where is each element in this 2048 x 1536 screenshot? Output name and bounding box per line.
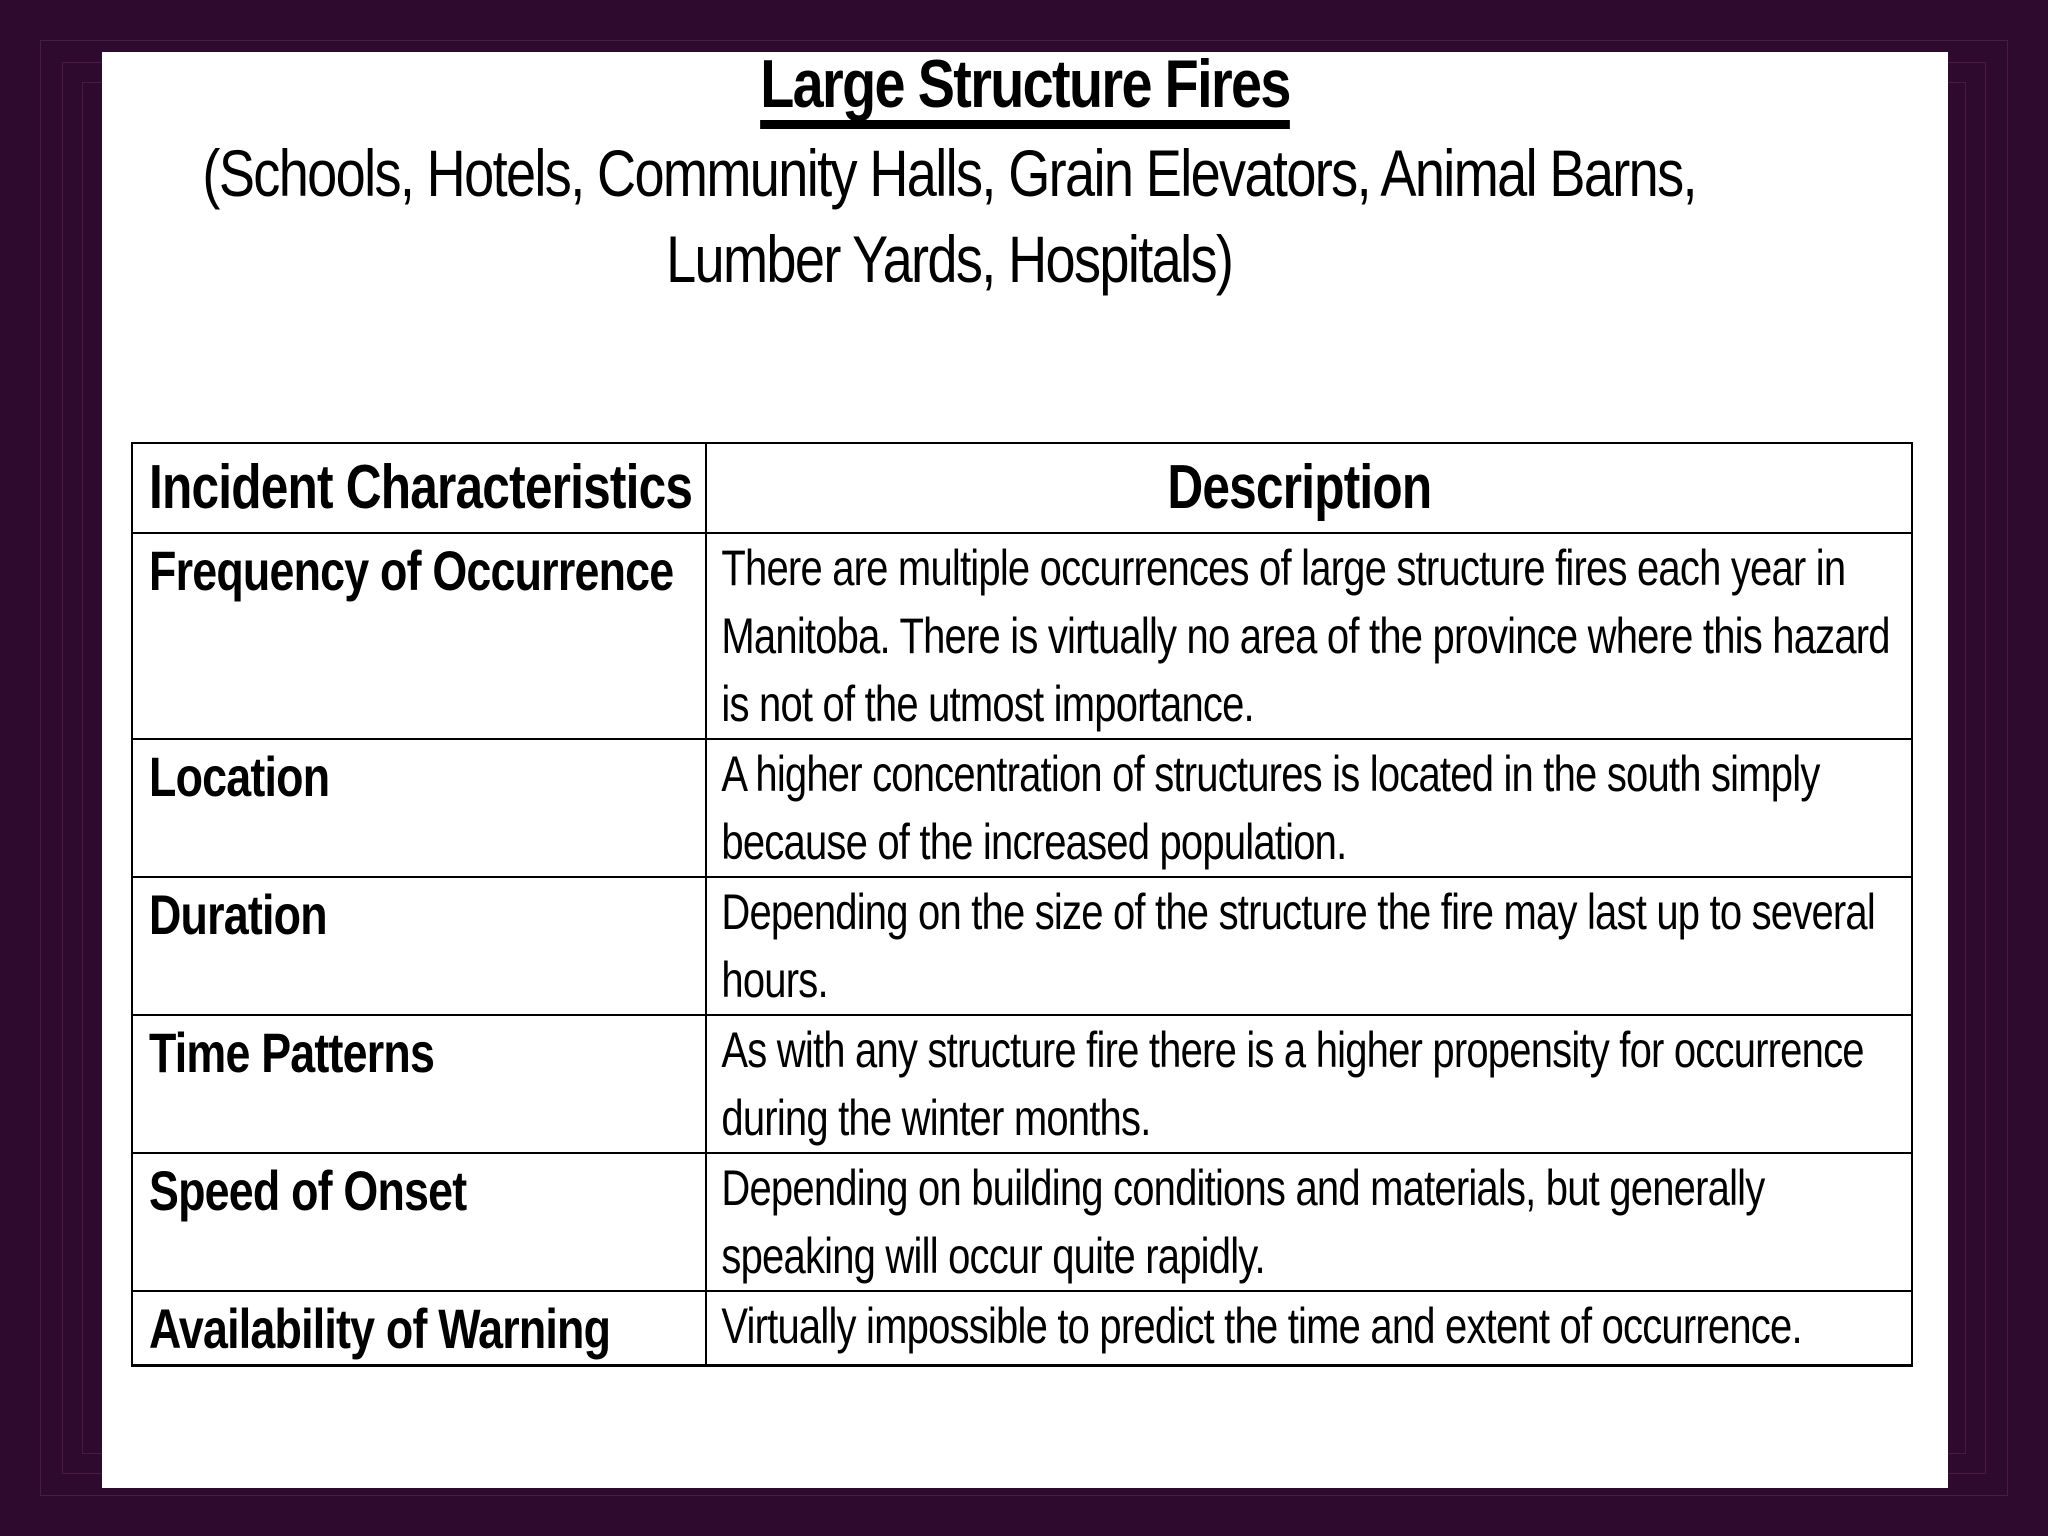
table-row (132, 1153, 1912, 1291)
table-header-row (132, 443, 1912, 533)
header-cell-characteristics: Incident Characteristics (132, 443, 706, 533)
characteristic-cell: Speed of Onset (132, 1153, 706, 1291)
characteristic-cell: Time Patterns (132, 1015, 706, 1153)
table-row (132, 877, 1912, 1015)
table-row (132, 533, 1912, 739)
description-cell: A higher concentration of structures is located in the south simply because of the increased population. (706, 739, 1912, 877)
description-cell: Virtually impossible to predict the time and extent of occurrence. (706, 1291, 1912, 1366)
characteristic-cell: Location (132, 739, 706, 877)
description-cell: Depending on building conditions and materials, but generally speaking will occur quite rapidly. (706, 1153, 1912, 1291)
slide-subtitle: (Schools, Hotels, Community Halls, Grain Elevators, Animal Barns, Lumber Yards, Hospitals) (202, 136, 1696, 296)
description-cell: As with any structure fire there is a higher propensity for occurrence during the winter months. (706, 1015, 1912, 1153)
description-cell: There are multiple occurrences of large structure fires each year in Manitoba. There is virtually no area of the province where this hazard is not of the utmost importance. (706, 533, 1912, 739)
table-row (132, 1291, 1912, 1366)
slide (102, 52, 1948, 1488)
characteristic-cell: Frequency of Occurrence (132, 533, 706, 739)
table-row (132, 739, 1912, 877)
table-row (132, 1015, 1912, 1153)
characteristic-cell: Duration (132, 877, 706, 1015)
slide-title (268, 52, 1782, 129)
characteristic-cell: Availability of Warning (132, 1291, 706, 1366)
characteristics-table (131, 442, 1913, 1367)
header-cell-description: Description (706, 443, 1912, 533)
slide-title-text: Large Structure Fires (760, 52, 1290, 129)
description-cell: Depending on the size of the structure the fire may last up to several hours. (706, 877, 1912, 1015)
